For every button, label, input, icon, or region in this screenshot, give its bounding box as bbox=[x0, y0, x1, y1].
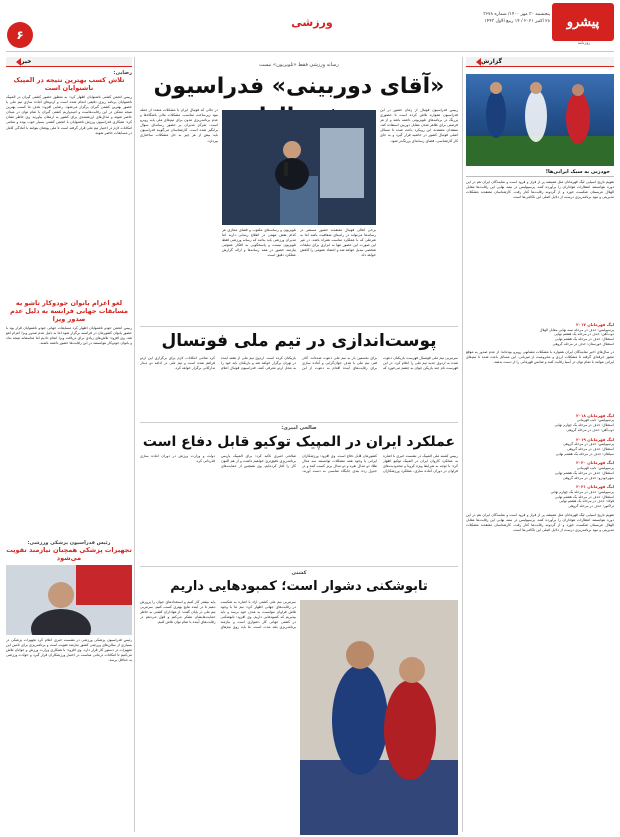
report-photo-caption: خودزنی به سبک ایرانی‌ها! bbox=[466, 167, 614, 177]
list-item: استقلال: حذف در مرحله یک هشتم نهایی bbox=[554, 470, 614, 475]
news-section-label: خبر bbox=[21, 58, 32, 65]
press-conference-image bbox=[222, 110, 376, 225]
news-body-2: رییس انجمن جودو ناشنوایان اظهار کرد مسابقات جهانی جودو ناشنوایان قرار بود با حضور بانوان کشورمان در فرانسه برگزار شود اما به دلیل عدم صدور ویزا اعزام لغو شد. وی افزود: تلاش‌های زیادی برای دریافت ویزا انجام دادیم اما متاسفانه نتیجه نداد و بانوان جودوکار نتوانستند در این رقابت‌ها حضور داشته باشند. bbox=[6, 326, 132, 346]
list-item: پرسپولیس: نایب قهرمانی bbox=[576, 465, 614, 470]
list-heading: لیگ قهرمانان ۲۰۱۸ bbox=[576, 412, 614, 418]
news-body-3: رئیس فدراسیون پزشکی ورزشی در نشست خبری اعلام کرد تجهیزات پزشکی در بسیاری از سالن‌های ورزشی کشور نیازمند تقویت است و برنامه‌ریزی برای تامین این تجهیزات در دستور کار قرار دارد. وی افزود: با همکاری وزارت ورزش و جوانان تلاش می‌کنیم تا امکانات درمانی مناسب در اختیار ورزشکاران قرار گیرد و حوادث ورزشی به حداقل برسد. bbox=[6, 638, 132, 663]
feature-body-3: برخی اهالی فوتبال معتقدند حضور مستمر در رسانه‌ها می‌تواند در راستای شفافیت باشد اما به شرطی که با عملکرد مناسب همراه باشد. در غیر این صورت این حضور تنها به ابزاری برای تبلیغات شخصی تبدیل خواهد شد و اعتماد عمومی را کاهش خواهد داد. bbox=[300, 228, 376, 258]
feature-photo bbox=[222, 110, 376, 225]
list-item: استقلال: حذف در مرحله یک هشتم نهایی bbox=[554, 494, 614, 499]
section-rule bbox=[140, 326, 458, 327]
section-rule bbox=[140, 566, 458, 567]
news-headline-1: تلاش کسب بهترین نتیجه در المپیک ناشنوایان است bbox=[13, 76, 125, 92]
feature-headline: «آقای دوربینی» فدراسیون bbox=[153, 74, 445, 99]
report-body: تقویم تاریخ آسیایی لیگ قهرمانان مثل همیشه پر از فراز و فرود است و نمایندگان ایران هم در این دوره نتوانستند انتظارات هواداران را برآورده کنند. پرسپولیس در نیمه نهایی این رقابت‌ها مقابل الهلال عربستان شکست خورد و از گردونه رقابت‌ها کنار رفت. کارشناسان معتقدند مشکلات مدیریتی و نبود برنامه‌ریزی درست از دلایل اصلی این ناکامی‌ها است. bbox=[466, 180, 614, 200]
list-heading: لیگ قهرمانان ۲۰۱۷ bbox=[576, 322, 614, 327]
news-headline-2: لغو اعزام بانوان جودوکار تاشو به مسابقات جهانی فرانسه به دلیل عدم صدور ویزا bbox=[9, 299, 128, 323]
section-arrow-icon bbox=[16, 58, 21, 66]
olympic-kicker: صالحی امیری: bbox=[281, 425, 317, 431]
report-body-2: در سال‌های اخیر نمایندگان ایران همواره با مشکلات مشابهی روبرو بوده‌اند؛ از عدم صدور به موقع مجوز حرفه‌ای گرفته تا مشکلات ارزی و محرومیت از میزبانی. این مسائل باعث شده تا تیم‌های ایرانی نتوانند با تمام توان در آسیا رقابت کنند و شانس قهرمانی را از دست بدهند. bbox=[466, 349, 614, 364]
column-divider bbox=[462, 57, 463, 832]
list-item: استقلال: حذف در مرحله یک چهارم نهایی bbox=[554, 422, 614, 427]
news-portrait-photo bbox=[6, 565, 132, 635]
logo-subtitle: روزنامه bbox=[577, 40, 591, 45]
football-players-image bbox=[466, 74, 614, 166]
report-body-3: تقویم تاریخ آسیایی لیگ قهرمانان مثل همیشه پر از فراز و فرود است و نمایندگان ایران هم در این دوره نتوانستند انتظارات هواداران را برآورده کنند. پرسپولیس در نیمه نهایی این رقابت‌ها مقابل الهلال عربستان شکست خورد و از گردونه رقابت‌ها کنار رفت. کارشناسان معتقدند مشکلات مدیریتی و نبود برنامه‌ریزی درست از دلایل اصلی این ناکامی‌ها است. bbox=[466, 513, 614, 533]
list-item: سپاهان: حذف در مرحله یک هشتم نهایی bbox=[555, 451, 614, 456]
list-item: تراکتور: حذف در مرحله گروهی bbox=[568, 504, 614, 509]
section-rule bbox=[140, 422, 458, 423]
list-item: ذوب‌آهن: حذف در مرحله گروهی bbox=[566, 427, 614, 432]
list-item: استقلال خوزستان: حذف در مرحله گروهی bbox=[552, 341, 614, 346]
list-item: ذوب‌آهن: حذف در مرحله یک هشتم نهایی bbox=[554, 332, 614, 337]
wrestling-kicker: کشتی bbox=[291, 570, 307, 576]
list-item: پرسپولیس: حذف در مرحله نیمه نهایی مقابل الهلال bbox=[539, 327, 614, 332]
news-section-bar bbox=[6, 57, 132, 67]
futsal-headline: پوست‌اندازی در تیم ملی فوتسال bbox=[161, 331, 437, 351]
section-arrow-icon bbox=[476, 58, 481, 66]
list-item: پرسپولیس: حذف در مرحله یک چهارم نهایی bbox=[550, 489, 614, 494]
olympic-body: رییس کمیته ملی المپیک در نشست خبری با اشاره به عملکرد کاروان ایران در المپیک توکیو اظهار کرد: با توجه به شرایط ویژه کرونا و محدودیت‌های فراوان در دوران آماده سازی، عملکرد ورزشکاران کشورمان قابل دفاع است. وی افزود: ورزشکاران ایرانی با وجود همه مشکلات توانستند سه مدال طلا، دو مدال نقره و دو مدال برنز کسب کنند و در جدول رده بندی جایگاه مناسبی به دست آورند. صالحی امیری تاکید کرد: برای المپیک پاریس برنامه‌ریزی دقیق‌تری خواهیم داشت و از هم اکنون کار را آغاز کرده‌ایم. وی همچنین از حمایت‌های دولت و وزارت ورزش در دوران آماده سازی قدردانی کرد. bbox=[140, 454, 458, 474]
futsal-body: سرمربی تیم ملی فوتسال فهرست بازیکنان دعوت شده به اردوی جدید تیم ملی را اعلام کرد. در این فهرست نام چند بازیکن جوان به چشم می‌خورد که برای نخستین بار به تیم ملی دعوت شده‌اند. کادر فنی تیم ملی با هدف جوان‌گرایی و آماده سازی برای رقابت‌های آینده اقدام به دعوت از این بازیکنان کرده است. اردوی تیم ملی از هفته آینده در تهران برگزار خواهد شد و بازیکنان باید خود را به محل اردو معرفی کنند. فدراسیون فوتبال اعلام کرد تمامی امکانات لازم برای برگزاری این اردو فراهم شده است و تیم ملی در ادامه دو دیدار تدارکاتی برگزار خواهد کرد. bbox=[140, 356, 458, 371]
news-body-1: رییس انجمن کشتی ناشنوایان اظهار کرد: به منظور حضور کشتی گیران در المپیک ناشنوایان برنامه ریزی دقیقی انجام شده است و اردوهای آماده سازی تیم ملی با حضور بهترین کشتی گیران برگزار می‌شود. رضایی افزود: هدف ما کسب بهترین نتیجه ممکن در این رقابت‌هاست و امیدواریم کشتی گیران با تمام توان در میدان حاضر شوند و مدال‌های ارزشمندی برای کشور به ارمغان بیاورند. وی خاطر نشان کرد: همکاری فدراسیون ورزش ناشنوایان با انجمن کشتی بسیار خوب بوده و تمامی امکانات لازم در اختیار تیم ملی قرار گرفته است تا ملی پوشان بتوانند با آمادگی کامل در مسابقات حاضر شوند. bbox=[6, 95, 132, 135]
list-item: شهرخودرو: حذف در مرحله گروهی bbox=[563, 475, 614, 480]
list-heading: لیگ قهرمانان ۲۰۲۰ bbox=[576, 460, 614, 466]
list-item: استقلال: حذف در مرحله گروهی bbox=[567, 446, 614, 451]
list-heading: لیگ قهرمانان ۲۰۲۱ bbox=[576, 484, 614, 490]
page-number-badge: ۶ bbox=[7, 22, 33, 48]
feature-body-1: رییس فدراسیون فوتبال از زمان حضور در این فدراسیون همواره تلاش کرده است تا حضوری پررنگ در برنامه‌های تلویزیونی داشته باشد و از هر فرصتی برای ظاهر شدن مقابل دوربین استفاده کند. منتقدان معتقدند این رویکرد باعث شده تا مسائل اصلی فوتبال کشور در حاشیه قرار گیرد و به جای کار کارشناسی، فضای رسانه‌ای پررنگ‌تر شود. bbox=[380, 108, 458, 143]
news-headline-3: تجهیزات پزشکی همچنان نیازمند تقویت می‌شود bbox=[6, 546, 132, 562]
news-kicker: رضایی: bbox=[113, 70, 132, 76]
feature-body-4: تلویزیون و رسانه‌های مکتوب و فضای مجازی هر کدام نقش مهمی در اطلاع رسانی دارند اما مدیران ورزشی باید بدانند که رسانه ورزشی فقط تلویزیون نیست و پاسخگویی به افکار عمومی نیازمند حضور در همه رسانه‌ها و ارائه گزارش عملکرد دقیق است. bbox=[222, 228, 296, 258]
wrestling-headline: تابوشکنی دشوار است؛ کمبودهایی داریم bbox=[170, 579, 428, 594]
report-results-list bbox=[466, 322, 614, 832]
dateline-gregorian: ۲۸ اکتبر ۲۰۲۱ / ۱۴ ربیع الاول ۱۴۴۳ bbox=[484, 19, 550, 24]
feature-body-2: در حالی که فوتبال ایران با مشکلات متعدد از جمله نبود زیرساخت مناسب، مشکلات مالی باشگاه‌ها و عدم برنامه‌ریزی مدون برای تیم‌های ملی پایه روبرو است، تمرکز مدیران بر حضور رسانه‌ای سوال برانگیز شده است. کارشناسان می‌گویند فدراسیون باید بیش از هر چیز به حل مشکلات ساختاری بپردازد. bbox=[140, 108, 218, 143]
section-title: ورزشی bbox=[291, 16, 333, 29]
dateline bbox=[440, 11, 550, 25]
report-section-label: گزارش bbox=[481, 58, 503, 65]
wrestling-photo bbox=[300, 600, 458, 835]
newspaper-logo: پیشرو bbox=[552, 3, 614, 41]
report-photo bbox=[466, 74, 614, 166]
masthead bbox=[0, 0, 620, 50]
olympic-headline: عملکرد ایران در المپیک توکیو قابل دفاع است bbox=[142, 434, 456, 450]
list-heading: لیگ قهرمانان ۲۰۱۹ bbox=[576, 436, 614, 442]
list-item: استقلال: حذف در مرحله یک هشتم نهایی bbox=[554, 337, 614, 342]
wrestling-body: سرمربی تیم ملی کشتی آزاد با اشاره به شکست در رقابت‌های جهانی اظهار کرد: تیم ما با وجود تلاش فراوان نتوانست به هدف خود برسد و باید بپذیریم که کمبودهایی داریم. وی افزود: تابوشکنی در کشتی جهانی کار دشواری است و نیازمند برنامه‌ریزی بلند مدت است. ما باید روی تیم‌های پایه بیشتر کار کنیم و استعدادهای جوان را پرورش دهیم تا در آینده نتایج بهتری کسب کنیم. سرمربی تیم ملی در پایان گفت: از هواداران کشتی به خاطر حمایت‌هایشان تشکر می‌کنم و قول می‌دهم در رقابت‌های آینده با تمام توان تلاش کنیم. bbox=[140, 600, 296, 630]
report-section-bar bbox=[466, 57, 614, 67]
news-kicker-3: رئیس فدراسیون پزشکی ورزشی: bbox=[27, 540, 111, 546]
list-item: پرسپولیس: حذف در مرحله گروهی bbox=[563, 442, 614, 447]
dateline-persian: پنجشنبه ۳۰ مهر ۱۴۰۰/ شماره ۳۶۷۸ bbox=[483, 12, 550, 17]
list-item: پرسپولیس: نایب قهرمانی bbox=[576, 418, 614, 423]
news-column bbox=[6, 70, 132, 830]
portrait-image bbox=[6, 565, 132, 635]
wrestlers-image bbox=[300, 600, 458, 835]
list-item: فولاد: حذف در مرحله یک هشتم نهایی bbox=[559, 499, 614, 504]
feature-kicker: رسانه ورزشی فقط «تلویزیون» نیست bbox=[259, 62, 339, 68]
masthead-rule bbox=[6, 51, 614, 52]
column-divider bbox=[134, 57, 135, 832]
